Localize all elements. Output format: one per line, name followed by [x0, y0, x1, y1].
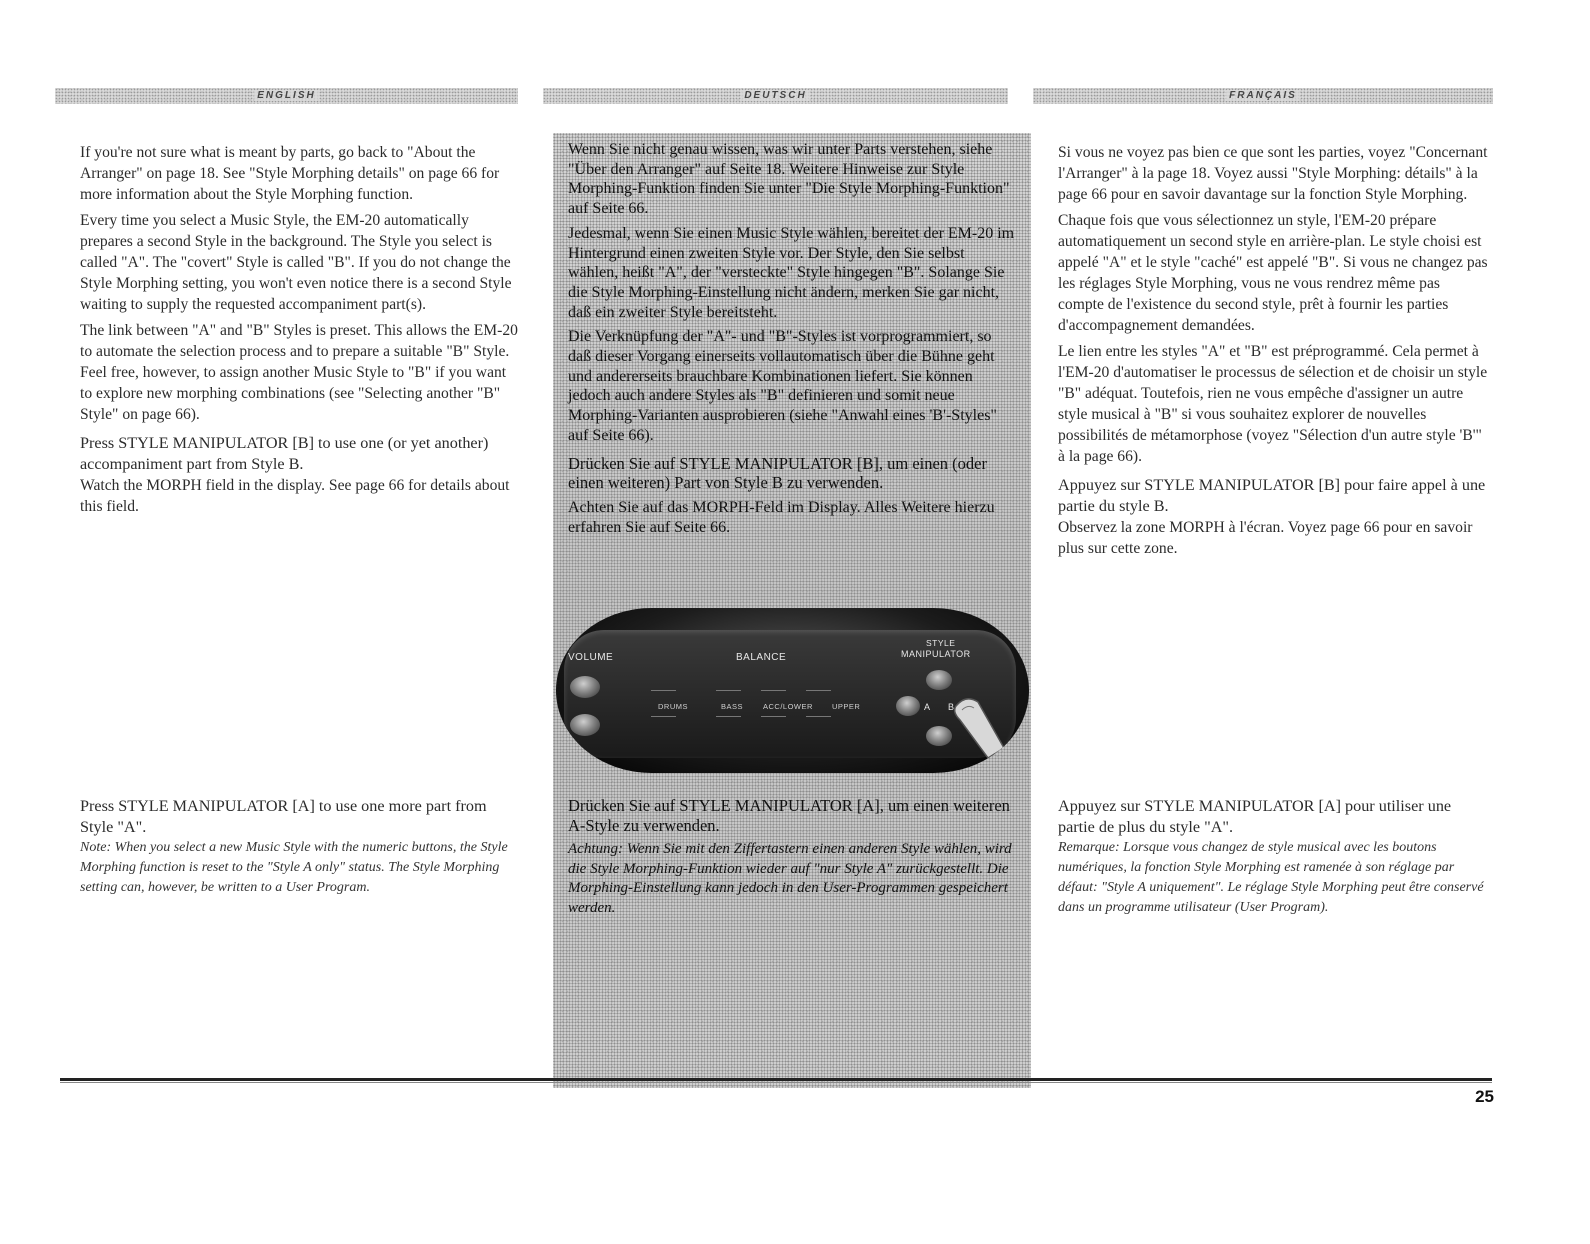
deutsch-column-top: [568, 140, 1018, 542]
deutsch-header-bar: [543, 88, 1008, 104]
volume-label: VOLUME: [568, 652, 614, 663]
manipulator-left-button: [896, 696, 920, 716]
deutsch-paragraph-2: Jedesmal, wenn Sie einen Music Style wählen, bereitet der EM-20 im Hintergrund einen zweiten Style vor. Der Style, den Sie selbst wählen, heißt "A", der "versteckte" Style hingegen "B". Solange Sie die Style Morphing-Einstellung nicht ändern, merken Sie gar nicht, daß ein zweiter Style bereitsteht.: [568, 224, 1015, 321]
page-number: 25: [1475, 1087, 1494, 1106]
english-paragraph-3: The link between "A" and "B" Styles is preset. This allows the EM-20 to automate the selection process and to prepare a suitable "B" Style. Feel free, however, to assign another Music Style to "B" if you want to explore new morphing combinations (see "Selecting another "B" Style" on page 66).: [80, 322, 518, 423]
francais-header-bar: [1033, 88, 1493, 104]
francais-paragraph-2: Chaque fois que vous sélectionnez un style, l'EM-20 prépare automatiquement un second style en arrière-plan. Le style choisi est appelé "A" et le style "caché" est appelé "B". Si vous ne changez pas les réglages Style Morphing, vous ne vous rendrez même pas compte de l'existence du second style, prêt à fournir les parties d'accompagnement demandées.: [1058, 212, 1488, 334]
english-paragraph-2: Every time you select a Music Style, the EM-20 automatically prepares a second Style in the background. The Style you select is called "A". The "covert" Style is called "B". If you do not change the Style Morphing setting, you won't even notice there is a second Style waiting to supply the requested accompaniment part(s).: [80, 212, 512, 313]
deutsch-instruction-a: Drücken Sie auf STYLE MANIPULATOR [A], um einen weiteren A-Style zu verwenden.: [568, 796, 1010, 835]
deutsch-instruction-b: Drücken Sie auf STYLE MANIPULATOR [B], um einen (oder einen weiteren) Part von Style B zu verwenden.: [568, 453, 987, 493]
manipulator-up-button: [926, 670, 952, 690]
footer-rule-thin: [60, 1082, 1492, 1083]
english-instruction-b: Press STYLE MANIPULATOR [B] to use one (or yet another) accompaniment part from Style B.: [80, 434, 489, 473]
volume-down-button: [570, 714, 600, 736]
francais-column-bottom: [1058, 796, 1488, 923]
francais-header: FRANÇAIS: [1226, 90, 1300, 101]
deutsch-column-bottom: [568, 796, 1018, 923]
part-acc-lower-label: ACC/LOWER: [763, 702, 813, 711]
volume-up-button: [570, 676, 600, 698]
style-label: STYLE: [926, 638, 956, 648]
francais-instruction-a: Appuyez sur STYLE MANIPULATOR [A] pour utiliser une partie de plus du style "A".: [1058, 797, 1452, 836]
part-upper-label: UPPER: [832, 702, 861, 711]
deutsch-paragraph-3: Die Verknüpfung der "A"- und "B"-Styles ist vorprogrammiert, so daß dieser Vorgang einerseits vollautomatisch über die Bühne geht und andererseits brauchbare Kombinationen liefert. Sie können jedoch auch andere Styles als "B" definieren und somit neue Morphing-Varianten ausprobieren (siehe "Anwahl eines 'B'-Styles" auf Seite 66).: [568, 328, 997, 444]
button-b-label: B: [948, 702, 955, 712]
part-drums-label: DRUMS: [658, 702, 688, 711]
balance-label: BALANCE: [736, 652, 787, 663]
english-paragraph-4: Watch the MORPH field in the display. See page 66 for details about this field.: [80, 477, 510, 515]
francais-paragraph-1: Si vous ne voyez pas bien ce que sont les parties, voyez "Concernant l'Arranger" à la page 18. Voyez aussi "Style Morphing: détails" à la page 66 pour en savoir davantage sur la fonction Style Morphing.: [1058, 144, 1488, 203]
english-paragraph-1: If you're not sure what is meant by parts, go back to "About the Arranger" on page 18. See "Style Morphing details" on page 66 for more information about the Style Morphing function.: [80, 144, 500, 203]
francais-instruction-b: Appuyez sur STYLE MANIPULATOR [B] pour faire appel à une partie du style B.: [1058, 476, 1486, 515]
english-note: Note: When you select a new Music Style with the numeric buttons, the Style Morphing function is reset to the "Style A only" status. The Style Morphing setting can, however, be written to a User Program.: [80, 840, 508, 895]
english-column-top: [80, 142, 518, 522]
part-bass-label: BASS: [721, 702, 744, 711]
francais-paragraph-4: Observez la zone MORPH à l'écran. Voyez page 66 pour en savoir plus sur cette zone.: [1058, 519, 1473, 557]
francais-column-top: [1058, 142, 1488, 564]
pressing-finger-icon: [948, 690, 1008, 760]
deutsch-paragraph-1: Wenn Sie nicht genau wissen, was wir unter Parts verstehen, siehe "Über den Arranger" auf Seite 18. Weitere Hinweise zur Style Morphing-Funktion finden Sie unter "Die Style Morphing-Funktion" auf Seite 66.: [568, 141, 1010, 218]
english-header-bar: [55, 88, 518, 104]
english-column-bottom: [80, 796, 518, 903]
control-panel-illustration: [556, 608, 1029, 773]
footer-rule: [60, 1078, 1492, 1081]
manipulator-label: MANIPULATOR: [901, 649, 971, 659]
english-instruction-a: Press STYLE MANIPULATOR [A] to use one more part from Style "A".: [80, 797, 487, 836]
button-a-label: A: [924, 702, 931, 712]
francais-note: Remarque: Lorsque vous changez de style musical avec les boutons numériques, la fonction Style Morphing est ramenée à son réglage par défaut: "Style A uniquement". Le réglage Style Morphing peut être conservé dans un programme utilisateur (User Program).: [1058, 840, 1484, 915]
francais-paragraph-3: Le lien entre les styles "A" et "B" est préprogrammé. Cela permet à l'EM-20 d'automatiser le processus de sélection et de choisir un style "B" adéquat. Toutefois, rien ne vous empêche d'assigner un autre style musical à "B" si vous souhaitez explorer de nouvelles possibilités de métamorphose (voyez "Sélection d'un autre style 'B'" à la page 66).: [1058, 343, 1488, 465]
deutsch-note: Achtung: Wenn Sie mit den Ziffertastern einen anderen Style wählen, wird die Style Morphing-Funktion wieder auf "nur Style A" zurückgestellt. Die Morphing-Einstellung kann jedoch in den User-Programmen gespeichert werden.: [568, 841, 1012, 916]
english-header: ENGLISH: [254, 90, 318, 101]
deutsch-paragraph-4: Achten Sie auf das MORPH-Feld im Display. Alles Weitere hierzu erfahren Sie auf Seite 66.: [568, 498, 995, 536]
deutsch-header: DEUTSCH: [741, 90, 809, 101]
